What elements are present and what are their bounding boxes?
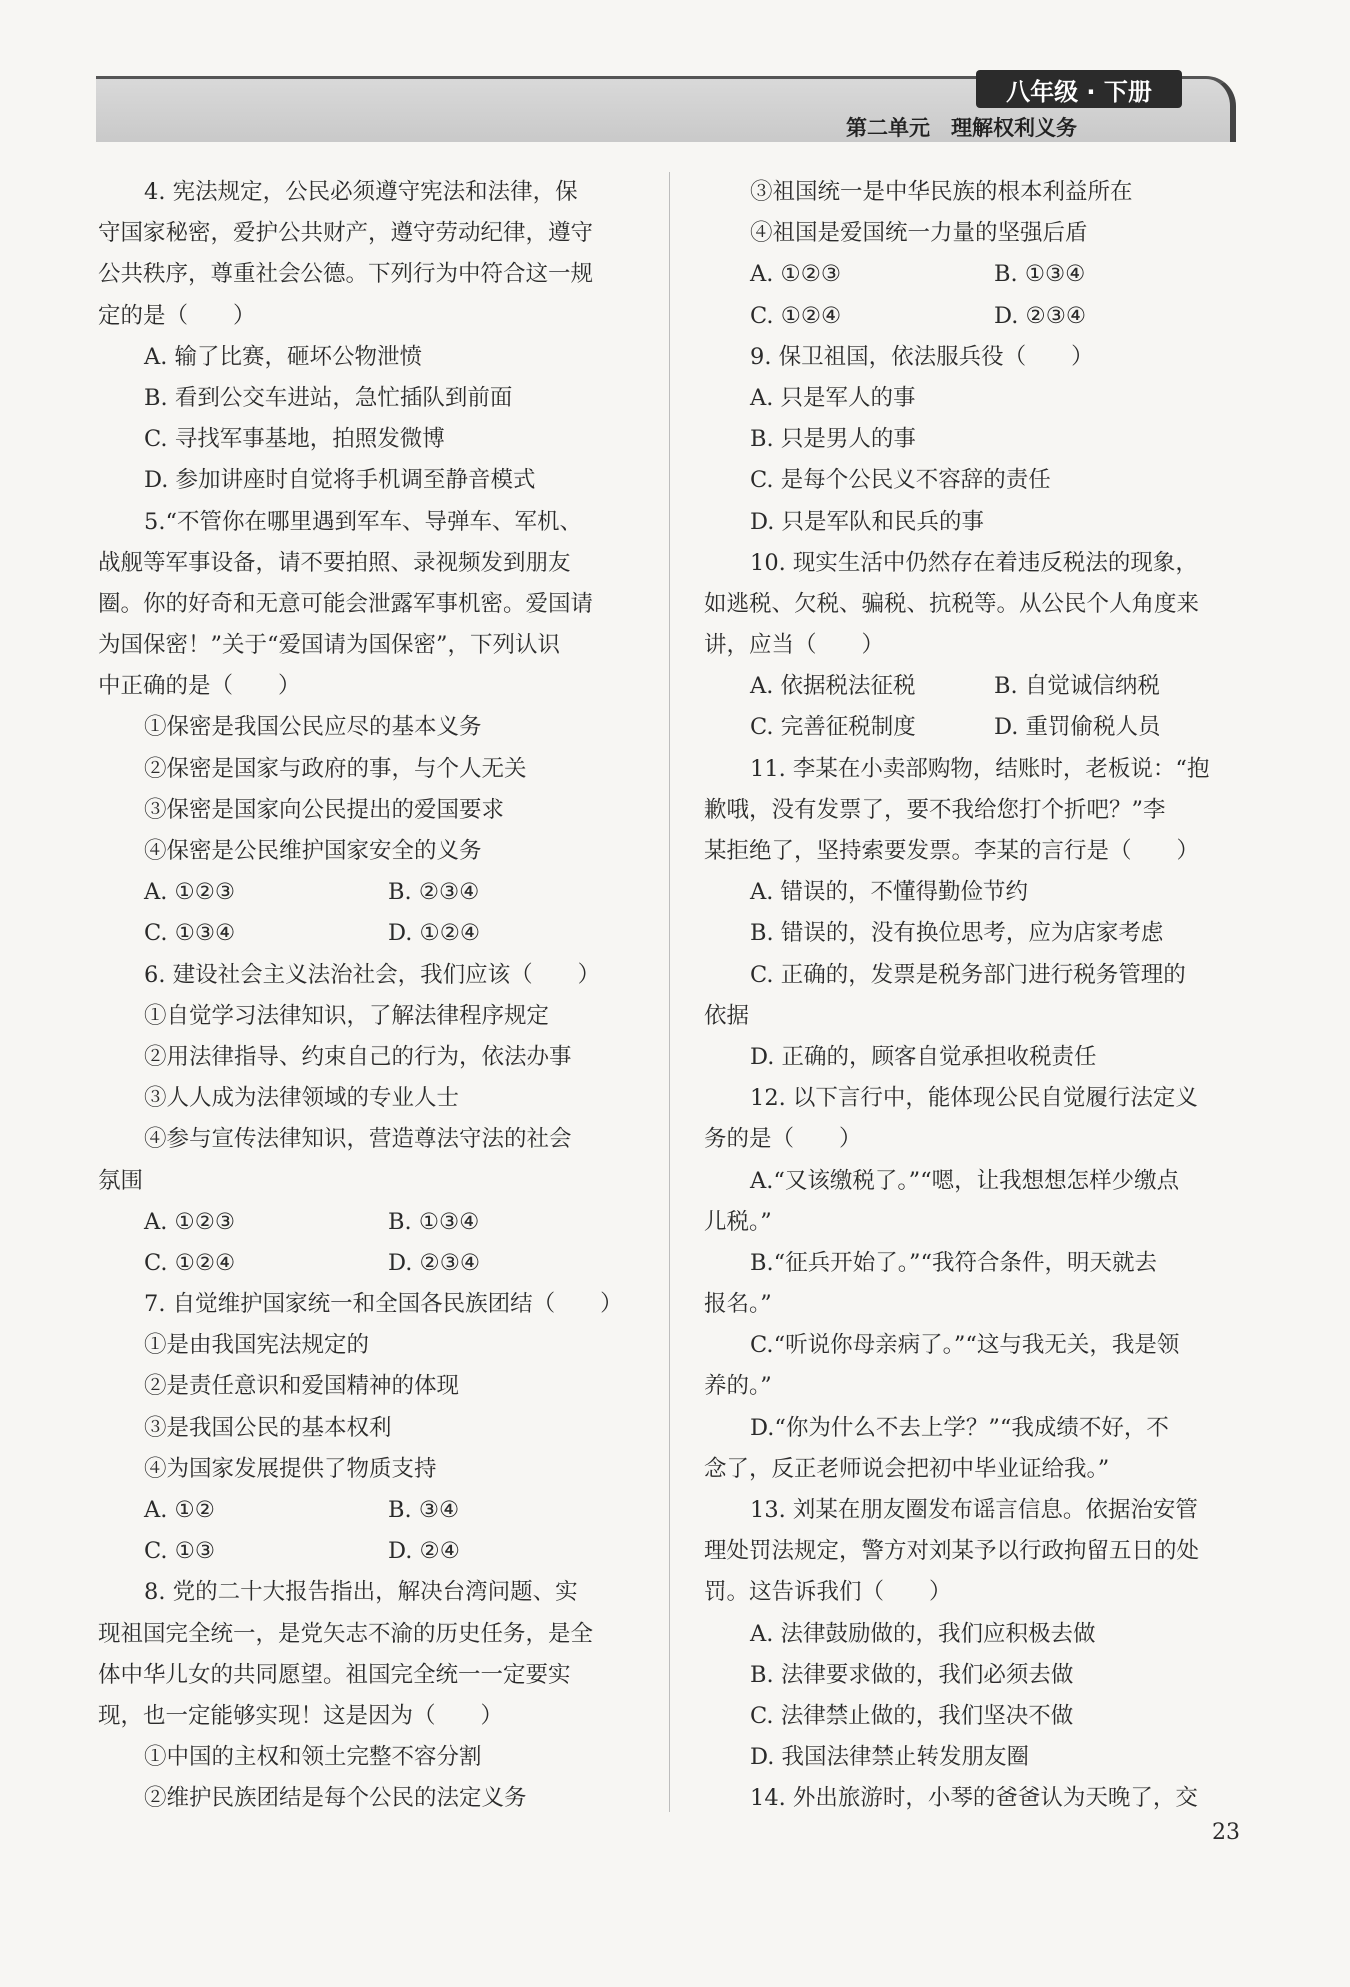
text-line: 为国保密！”关于“爱国请为国保密”，下列认识 <box>98 632 561 659</box>
text-line: 某拒绝了，坚持索要发票。李某的言行是（ ） <box>704 838 1200 864</box>
text-line: 现，也一定能够实现！这是因为（ ） <box>98 1702 504 1729</box>
answer-options-row <box>98 1490 636 1531</box>
answer-option: D. ①②④ <box>388 920 481 947</box>
answer-option: A. ①②③ <box>144 879 236 906</box>
text-line: 13. 刘某在朋友圈发布谣言信息。依据治安管 <box>750 1497 1198 1523</box>
answer-option: B. ②③④ <box>388 879 480 906</box>
text-line: 12. 以下言行中，能体现公民自觉履行法定义 <box>750 1085 1198 1112</box>
text-line: C. 正确的，发票是税务部门进行税务管理的 <box>750 961 1186 988</box>
text-line: B. 错误的，没有换位思考，应为店家考虑 <box>750 920 1164 947</box>
text-line: ④为国家发展提供了物质支持 <box>144 1455 437 1482</box>
text-line: C. 法律禁止做的，我们坚决不做 <box>750 1702 1074 1729</box>
answer-option: B. ①③④ <box>388 1208 480 1235</box>
answer-option: A. ①②③ <box>750 261 842 288</box>
answer-options-row <box>704 707 1242 748</box>
text-line: D. 正确的，顾客自觉承担收税责任 <box>750 1043 1097 1070</box>
answer-option: C. ①③ <box>144 1538 216 1565</box>
text-line: 罚。这告诉我们（ ） <box>704 1579 952 1606</box>
text-line: A. 错误的，不懂得勤俭节约 <box>750 879 1029 906</box>
text-line: 5.“不管你在哪里遇到军车、导弹车、军机、 <box>144 508 582 535</box>
text-line: 养的。” <box>704 1373 772 1400</box>
text-line: ③是我国公民的基本权利 <box>144 1414 392 1441</box>
answer-options-row <box>98 1531 636 1572</box>
answer-options-row <box>704 296 1242 337</box>
answer-option: A. ①②③ <box>144 1208 236 1235</box>
text-line: ④参与宣传法律知识，营造尊法守法的社会 <box>144 1126 572 1153</box>
text-line: 守国家秘密，爱护公共财产，遵守劳动纪律，遵守 <box>98 220 594 247</box>
text-line: 8. 党的二十大报告指出，解决台湾问题、实 <box>144 1579 578 1606</box>
text-line: ①自觉学习法律知识，了解法律程序规定 <box>144 1002 550 1029</box>
text-line: A. 法律鼓励做的，我们应积极去做 <box>750 1620 1096 1647</box>
text-line: 10. 现实生活中仍然存在着违反税法的现象， <box>750 549 1198 576</box>
text-line: 4. 宪法规定，公民必须遵守宪法和法律，保 <box>144 179 578 205</box>
answer-option: A. 依据税法征税 <box>750 673 916 700</box>
text-line: B.“征兵开始了。”“我符合条件，明天就去 <box>750 1249 1157 1276</box>
text-line: 14. 外出旅游时，小琴的爸爸认为天晚了，交 <box>750 1785 1198 1812</box>
text-line: B. 看到公交车进站，急忙插队到前面 <box>144 384 513 411</box>
text-line: 歉哦，没有发票了，要不我给您打个折吧？”李 <box>704 796 1166 823</box>
text-line: 7. 自觉维护国家统一和全国各民族团结（ ） <box>144 1291 623 1318</box>
answer-options-row <box>98 872 636 913</box>
text-line: A. 只是军人的事 <box>750 384 916 411</box>
text-line: 11. 李某在小卖部购物，结账时，老板说：“抱 <box>750 755 1210 782</box>
answer-option: A. ①② <box>144 1497 215 1523</box>
text-line: 儿税。” <box>704 1208 772 1235</box>
text-line: ③保密是国家向公民提出的爱国要求 <box>144 796 505 823</box>
text-line: 体中华儿女的共同愿望。祖国完全统一一定要实 <box>98 1661 571 1688</box>
text-line: B. 只是男人的事 <box>750 426 916 453</box>
answer-options-row <box>704 666 1242 707</box>
text-line: 6. 建设社会主义法治社会，我们应该（ ） <box>144 961 601 988</box>
text-line: C.“听说你母亲病了。”“这与我无关，我是领 <box>750 1332 1180 1359</box>
text-line: 公共秩序，尊重社会公德。下列行为中符合这一规 <box>98 261 594 288</box>
answer-option: B. ①③④ <box>994 261 1086 288</box>
text-line: ②保密是国家与政府的事，与个人无关 <box>144 755 527 782</box>
text-line: 圈。你的好奇和无意可能会泄露军事机密。爱国请 <box>98 590 594 617</box>
answer-option: C. ①②④ <box>144 1249 236 1276</box>
answer-option: D. ②③④ <box>994 302 1087 329</box>
answer-option: D. ②③④ <box>388 1249 481 1276</box>
answer-option: D. ②④ <box>388 1538 460 1565</box>
text-line: 如逃税、欠税、骗税、抗税等。从公民个人角度来 <box>704 590 1200 617</box>
text-line: A. 输了比赛，砸坏公物泄愤 <box>144 343 423 370</box>
text-line: D. 参加讲座时自觉将手机调至静音模式 <box>144 467 536 494</box>
left-column <box>98 172 636 1820</box>
text-line: ④祖国是爱国统一力量的坚强后盾 <box>750 220 1088 247</box>
text-line: ③人人成为法律领域的专业人士 <box>144 1085 460 1112</box>
text-line: ②用法律指导、约束自己的行为，依法办事 <box>144 1043 572 1070</box>
column-divider <box>669 172 670 1812</box>
text-line: 务的是（ ） <box>704 1126 862 1153</box>
text-line: 理处罚法规定，警方对刘某予以行政拘留五日的处 <box>704 1538 1200 1565</box>
answer-option: B. 自觉诚信纳税 <box>994 673 1160 700</box>
text-line: 依据 <box>704 1002 750 1029</box>
text-line: ④保密是公民维护国家安全的义务 <box>144 838 482 864</box>
answer-option: C. 完善征税制度 <box>750 714 916 741</box>
text-line: 现祖国完全统一，是党矢志不渝的历史任务，是全 <box>98 1620 594 1647</box>
text-line: 定的是（ ） <box>98 302 256 329</box>
right-column <box>704 172 1242 1820</box>
text-line: ①中国的主权和领土完整不容分割 <box>144 1744 482 1771</box>
answer-option: C. ①③④ <box>144 920 236 947</box>
text-line: 战舰等军事设备，请不要拍照、录视频发到朋友 <box>98 549 571 576</box>
text-line: C. 是每个公民义不容辞的责任 <box>750 467 1051 494</box>
unit-title: 第二单元 理解权利义务 <box>846 116 1077 140</box>
text-line: B. 法律要求做的，我们必须去做 <box>750 1661 1074 1688</box>
grade-label: 八年级 · 下册 <box>976 70 1182 108</box>
text-line: A.“又该缴税了。”“嗯，让我想想怎样少缴点 <box>750 1167 1180 1194</box>
text-line: D.“你为什么不去上学？”“我成绩不好，不 <box>750 1414 1169 1441</box>
answer-options-row <box>704 254 1242 295</box>
text-line: D. 我国法律禁止转发朋友圈 <box>750 1744 1030 1771</box>
text-line: ②是责任意识和爱国精神的体现 <box>144 1373 460 1400</box>
answer-option: D. 重罚偷税人员 <box>994 714 1161 741</box>
text-line: D. 只是军队和民兵的事 <box>750 508 985 535</box>
answer-option: C. ①②④ <box>750 302 842 329</box>
text-line: 中正确的是（ ） <box>98 673 301 700</box>
text-line: 念了，反正老师说会把初中毕业证给我。” <box>704 1455 1110 1482</box>
text-line: ③祖国统一是中华民族的根本利益所在 <box>750 179 1133 205</box>
text-line: 氛围 <box>98 1167 144 1194</box>
text-line: ①是由我国宪法规定的 <box>144 1332 370 1359</box>
text-line: 9. 保卫祖国，依法服兵役（ ） <box>750 343 1094 370</box>
text-line: ②维护民族团结是每个公民的法定义务 <box>144 1785 527 1812</box>
text-line: C. 寻找军事基地，拍照发微博 <box>144 426 445 453</box>
text-line: 报名。” <box>704 1291 772 1318</box>
answer-option: B. ③④ <box>388 1497 460 1523</box>
answer-options-row <box>98 1243 636 1284</box>
text-line: 讲，应当（ ） <box>704 632 885 659</box>
answer-options-row <box>98 1202 636 1243</box>
text-line: ①保密是我国公民应尽的基本义务 <box>144 714 482 741</box>
answer-options-row <box>98 913 636 954</box>
page-number: 23 <box>1212 1820 1240 1845</box>
